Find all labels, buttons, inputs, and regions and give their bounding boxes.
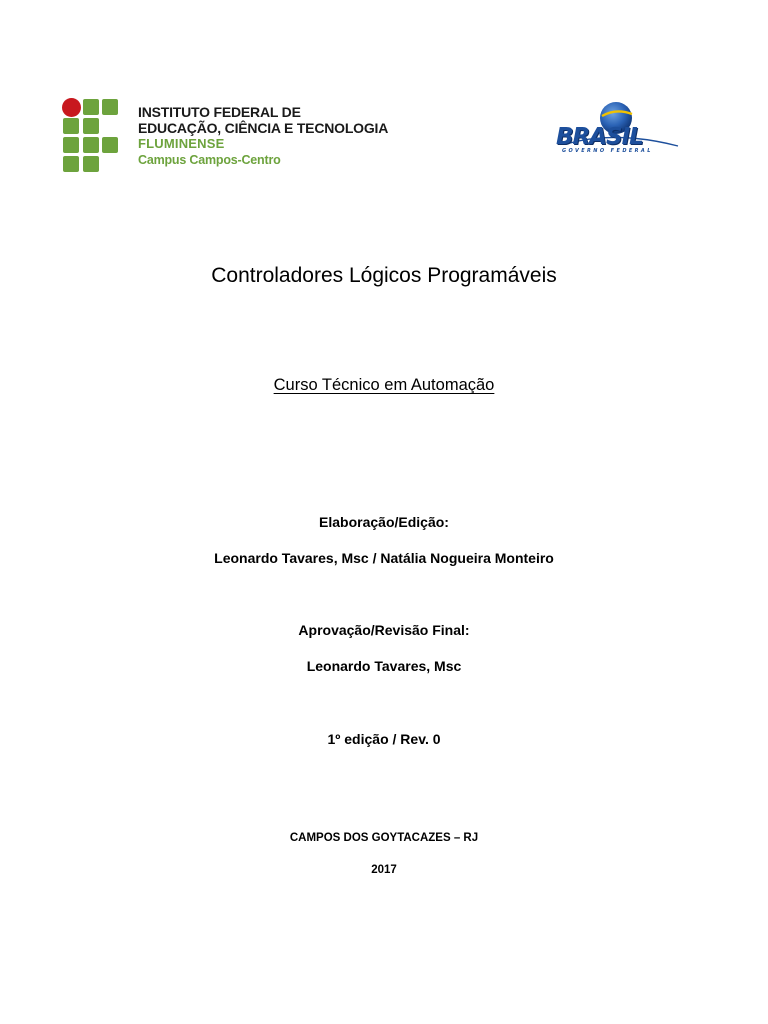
- publication-year: 2017: [371, 864, 397, 876]
- logo-cell: [63, 118, 79, 134]
- institution-line-1: INSTITUTO FEDERAL DE: [138, 104, 301, 120]
- approval-label: Aprovação/Revisão Final:: [298, 622, 470, 638]
- logo-cell: [83, 118, 99, 134]
- government-logo: [552, 100, 684, 158]
- elaboration-authors: Leonardo Tavares, Msc / Natália Nogueira Monteiro: [214, 550, 554, 566]
- institution-line-2: EDUCAÇÃO, CIÊNCIA E TECNOLOGIA: [138, 120, 389, 136]
- logo-red-dot: [62, 98, 81, 117]
- institution-logo-grid-icon: [62, 98, 120, 170]
- logo-cell: [83, 137, 99, 153]
- logo-cell: [102, 99, 118, 115]
- logo-cell: [102, 137, 118, 153]
- institution-logo-text: [138, 104, 388, 168]
- edition-info: 1º edição / Rev. 0: [327, 731, 441, 747]
- logo-cell: [63, 137, 79, 153]
- course-name-text: Curso Técnico em Automação: [273, 376, 495, 394]
- approval-author: Leonardo Tavares, Msc: [306, 658, 462, 674]
- document-title: Controladores Lógicos Programáveis: [211, 264, 557, 287]
- institution-line-3: FLUMINENSE: [138, 136, 225, 151]
- institution-logo: [62, 98, 392, 174]
- government-logo-word: BRASIL: [556, 124, 643, 150]
- city-location: CAMPOS DOS GOYTACAZES – RJ: [289, 832, 479, 844]
- elaboration-label: Elaboração/Edição:: [319, 514, 449, 530]
- institution-campus: Campus Campos-Centro: [138, 153, 281, 167]
- logo-cell: [83, 99, 99, 115]
- logo-cell: [63, 156, 79, 172]
- government-logo-subtitle: GOVERNO FEDERAL: [562, 148, 653, 154]
- logo-cell: [83, 156, 99, 172]
- course-name: [0, 376, 768, 395]
